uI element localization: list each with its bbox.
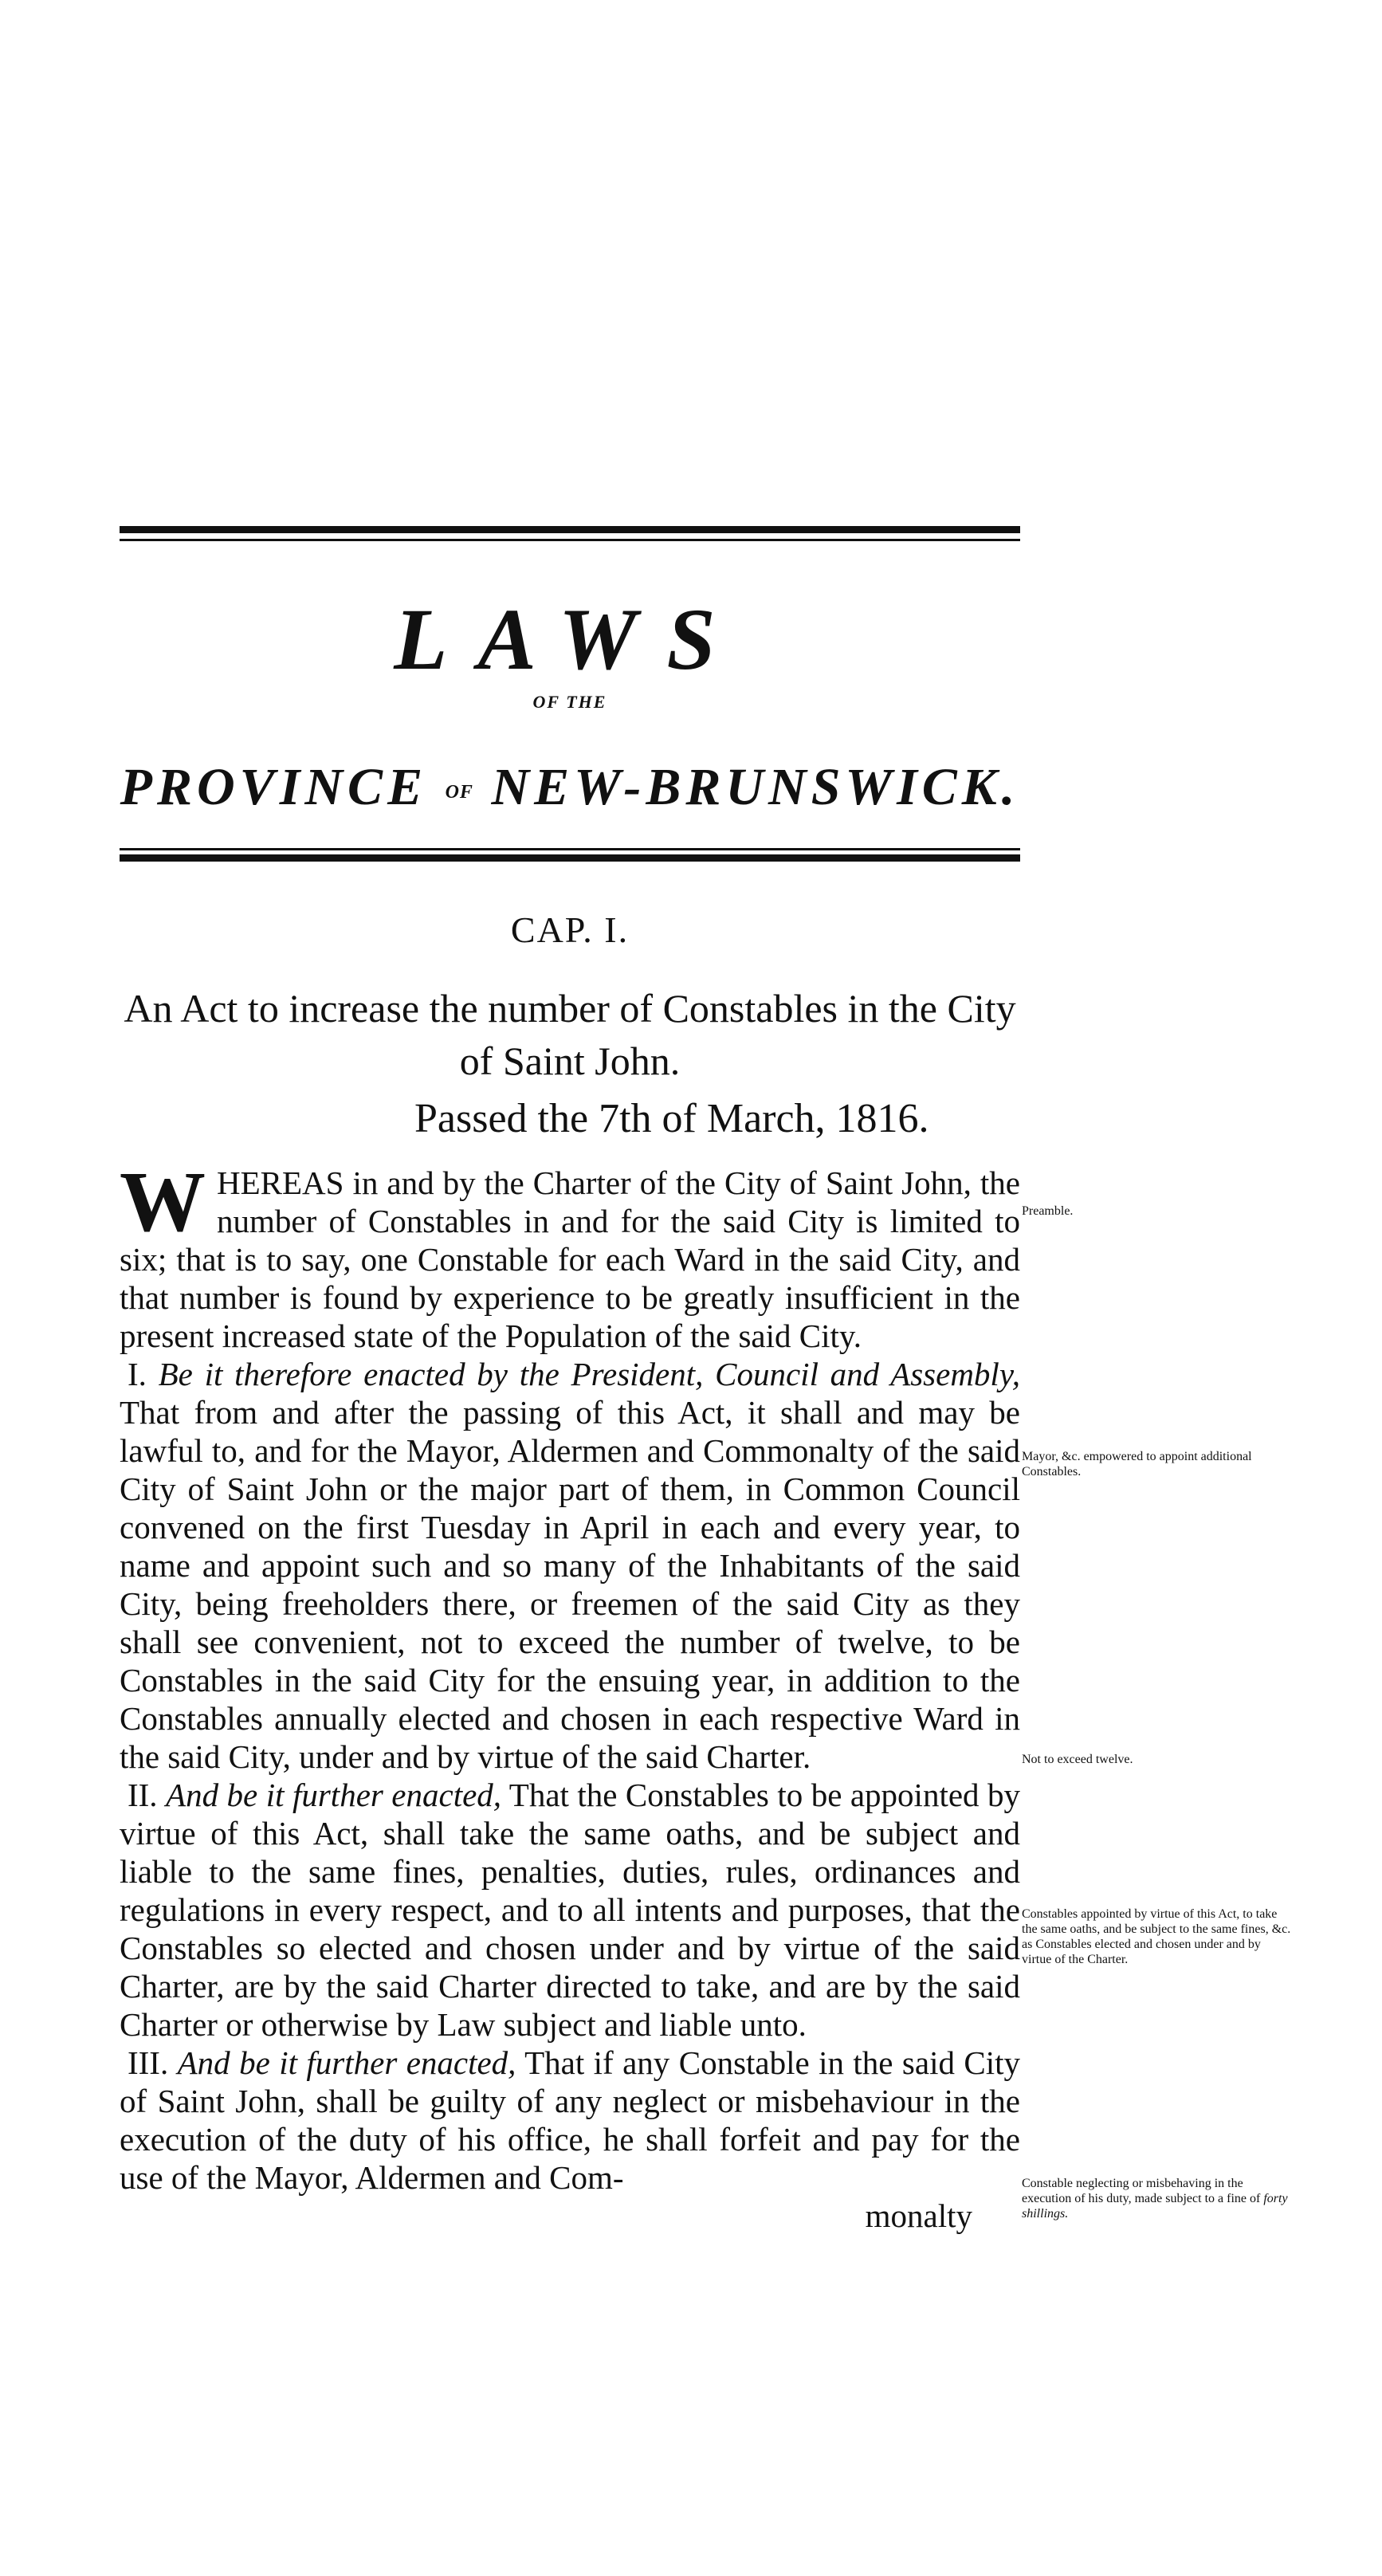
margin-note-constables: Constables appointed by virtue of this Act, to take the same oaths, and be subject to the same fines, &c. as Constables elected and chosen under and by virtue of the Charter. <box>1022 1907 1291 1966</box>
section-1 <box>120 1355 1020 1776</box>
section-3-number: III. <box>128 2044 169 2081</box>
document-title: LAWS <box>394 591 746 688</box>
top-rule-thin <box>120 539 1020 541</box>
section-1-text: That from and after the passing of this Act, it shall and may be lawful to, and for the Mayor, Aldermen and Commonalty of the said City of Saint John or the major part of them, in Common Council convened on the first Tuesday in April in each and every year, to name and appoint such and so many of the Inhabitants of the said City, being freeholders there, or freemen of the said City as they shall see convenient, not to exceed the number of twelve, to be Constables in the said City for the ensuing year, in addition to the Constables annually elected and chosen in each respective Ward in the said City, under and by virtue of the said Charter. <box>120 1394 1020 1775</box>
section-2-text: That the Constables to be appointed by virtue of this Act, shall take the same oaths, and be subject and liable to the same fines, penalties, duties, rules, ordinances and regulations in every respect, and to all intents and purposes, that the Constables so elected and chosen under and by virtue of the said Charter, are by the said Charter directed to take, and are by the said Charter or otherwise by Law subject and liable unto. <box>120 1777 1020 2043</box>
section-2-enacting: And be it further enacted, <box>166 1777 502 1813</box>
act-body <box>120 1155 1021 2235</box>
mid-rule-thick <box>120 854 1020 862</box>
section-3-enacting: And be it further enacted, <box>177 2044 516 2081</box>
section-1-enacting: Be it therefore enacted by the President, Council and Assembly, <box>158 1356 1021 1392</box>
margin-note-twelve: Not to exceed twelve. <box>1022 1753 1133 1766</box>
province-name: PROVINCE <box>120 758 428 816</box>
catchword: monalty <box>865 2197 972 2234</box>
preamble-paragraph <box>120 1155 1020 1355</box>
passed-date: Passed the 7th of March, 1816. <box>414 1096 929 1141</box>
act-title: An Act to increase the number of Constables in the City of Saint John. <box>124 986 1016 1083</box>
section-3 <box>120 2044 1020 2197</box>
province-region: NEW-BRUNSWICK. <box>491 758 1020 816</box>
top-rule-thick <box>120 526 1020 533</box>
province-of: OF <box>445 781 473 803</box>
chapter-heading: CAP. I. <box>510 909 630 950</box>
margin-note-neglect <box>1022 2176 1293 2221</box>
mid-rule-thin <box>120 848 1020 850</box>
preamble-text: HEREAS in and by the Charter of the City of Saint John, the number of Constables in and for the said City is limited to six; that is to say, one Constable for each Ward in the said City, and that number is found by experience to be greatly insufficient in the present increased state of the Population of the said City. <box>120 1164 1020 1354</box>
margin-note-neglect-text: Constable neglecting or misbehaving in the execution of his duty, made subject to a fine of <box>1022 2177 1261 2205</box>
section-2 <box>120 1776 1020 2044</box>
section-2-number: II. <box>128 1777 158 1813</box>
margin-note-neglect-fine: forty shillings. <box>1022 2192 1288 2221</box>
province-title <box>120 756 1020 824</box>
section-3-text: That if any Constable in the said City of Saint John, shall be guilty of any neglect or misbehaviour in the execution of the duty of his office, he shall forfeit and pay for the use of the Mayor, Aldermen and Com- <box>120 2044 1020 2196</box>
margin-note-mayor: Mayor, &c. empowered to appoint additional Constables. <box>1022 1450 1252 1478</box>
drop-cap: W <box>120 1155 206 1250</box>
title-of-the: OF THE <box>532 692 607 712</box>
section-1-number: I. <box>128 1356 147 1392</box>
margin-note-preamble: Preamble. <box>1022 1204 1074 1218</box>
